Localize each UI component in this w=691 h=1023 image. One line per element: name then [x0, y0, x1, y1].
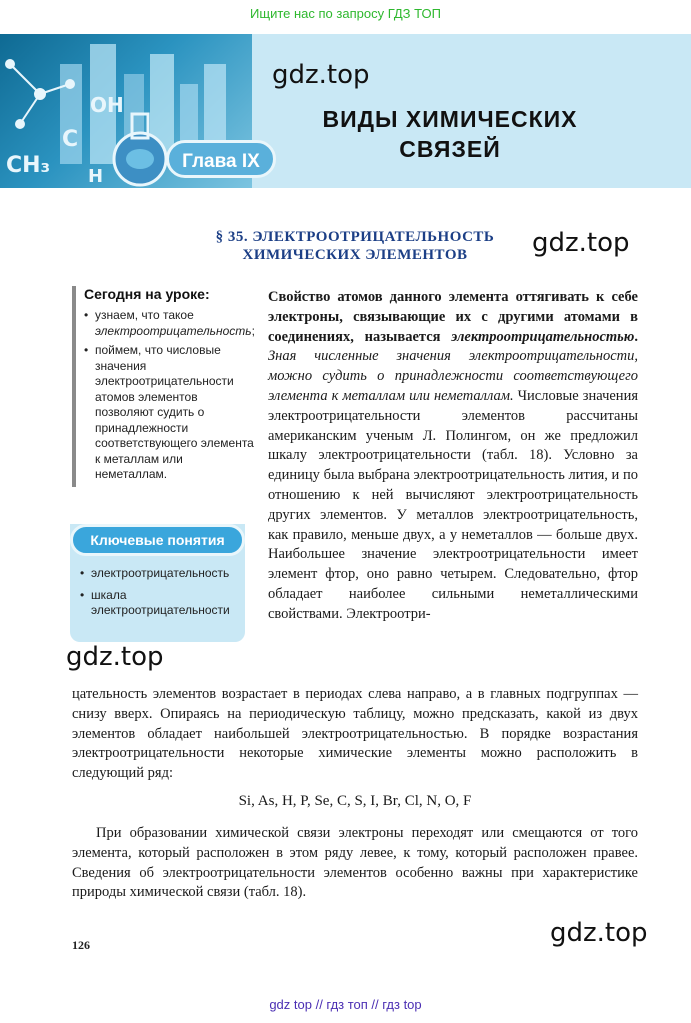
watermark: gdz.top — [66, 642, 164, 672]
list-item: • узнаем, что такое электроотрицательность; — [84, 308, 254, 339]
lesson-goals-list — [84, 308, 254, 483]
list-item: • шкала электроотрицательности — [80, 588, 245, 619]
chapter-badge: Глава IX — [166, 140, 276, 178]
art-label-ch3: CH₃ — [6, 153, 51, 178]
definition-term: электроотрицательностью — [451, 328, 635, 345]
watermark: gdz.top — [272, 60, 370, 90]
chapter-title — [300, 104, 600, 164]
art-label-h: H — [88, 166, 104, 187]
list-item: • электроотрицательность — [80, 566, 245, 582]
watermark: gdz.top — [550, 918, 648, 948]
watermark: gdz.top — [532, 228, 630, 258]
body-paragraph-1-continued: цательность элементов возрастает в периодах слева направо, а в главных подгруппах — снизу вверх. Опираясь на периодическую таблицу, можно предсказать, какой из двух элементов обладает наибольшей электроотрицательностью. В порядке возрастания электроотрицательности некоторые химические элементы можно расположить в следующий ряд: — [72, 686, 638, 782]
section-title — [190, 228, 520, 264]
list-item: • поймем, что числовые значения электроотрицательности атомов элементов позволяют судить о принадлежности соответствующего элемента к металлам или неметаллам. — [84, 343, 254, 483]
body-paragraph-2: При образовании химической связи электроны переходят или смещаются от того элемента, который расположен в этом ряду левее, к тому, который расположен правее. Сведения об электроотрицательности элементов особенно важны при характеристике природы химической связи (табл. 18). — [72, 825, 638, 901]
key-concepts-heading: Ключевые понятия — [70, 524, 245, 556]
art-label-oh: OH — [90, 93, 124, 117]
paragraph-text: Числовые значения электроотрицательности элементов рассчитаны американским ученым Л. Полингом, он же предложил шкалу электроотрицательности (табл. 18). Условно за единицу была выбрана электроотрицательность лития, и по отношению к ней вычисляют электроотрицательность других элементов. У металлов электроотрицательность, как правило, меньше двух, а у неметаллов — больше двух. Наибольшее значение электроотрицательности имеет элемент фтор, оно равно четырем. Следовательно, фтор обладает наиболее сильными неметаллическими свойствами. Электроотри- — [268, 387, 638, 622]
section-title-line1: § 35. ЭЛЕКТРООТРИЦАТЕЛЬНОСТЬ — [215, 229, 495, 245]
top-search-link[interactable]: Ищите нас по запросу ГДЗ ТОП — [250, 6, 441, 21]
section-title-line2: ХИМИЧЕСКИХ ЭЛЕМЕНТОВ — [242, 247, 468, 263]
bottom-links[interactable]: gdz top // гдз топ // гдз top — [269, 997, 422, 1012]
body-paragraph-1: Свойство атомов данного элемента оттягивать к себе электроны, связывающие их с другими атомами в соединениях, называется электроотрицательностью. Зная численные значения электроотрицательности, можно судить о принадлежности соответствующего элемента к металлам или неметаллам. Числовые значения электроотрицательности элементов рассчитаны американским ученым Л. Полингом, он же предложил шкалу электроотрицательности (табл. 18). Условно за единицу была выбрана электроотрицательность лития, и по отношению к ней вычисляют электроотрицательность других элементов. У металлов электроотрицательность, как правило, меньше двух, а у неметаллов — больше двух. Наибольшее значение электроотрицательности имеет элемент фтор, оно равно четырем. Следовательно, фтор обладает наиболее сильными неметаллическими свойствами. Электроотри- — [268, 289, 638, 622]
art-label-c: C — [62, 127, 79, 152]
definition-text: Свойство атомов данного элемента оттягивать к себе электроны, связывающие их с другими атомами в соединениях, называется — [268, 289, 638, 345]
lesson-goals-heading: Сегодня на уроке: — [84, 286, 210, 302]
chapter-title-line2: СВЯЗЕЙ — [399, 136, 501, 162]
lesson-goals-box — [72, 286, 254, 487]
electronegativity-series: Si, As, H, P, Se, C, S, I, Br, Cl, N, O, F — [238, 793, 472, 809]
key-concepts-list — [80, 566, 245, 625]
italic-sentence: Зная численные значения электроотрицательности, можно судить о принадлежности соответствующего элемента к металлам или неметаллам. — [268, 348, 638, 404]
chapter-title-line1: ВИДЫ ХИМИЧЕСКИХ — [322, 106, 578, 132]
page-number: 126 — [72, 938, 90, 952]
